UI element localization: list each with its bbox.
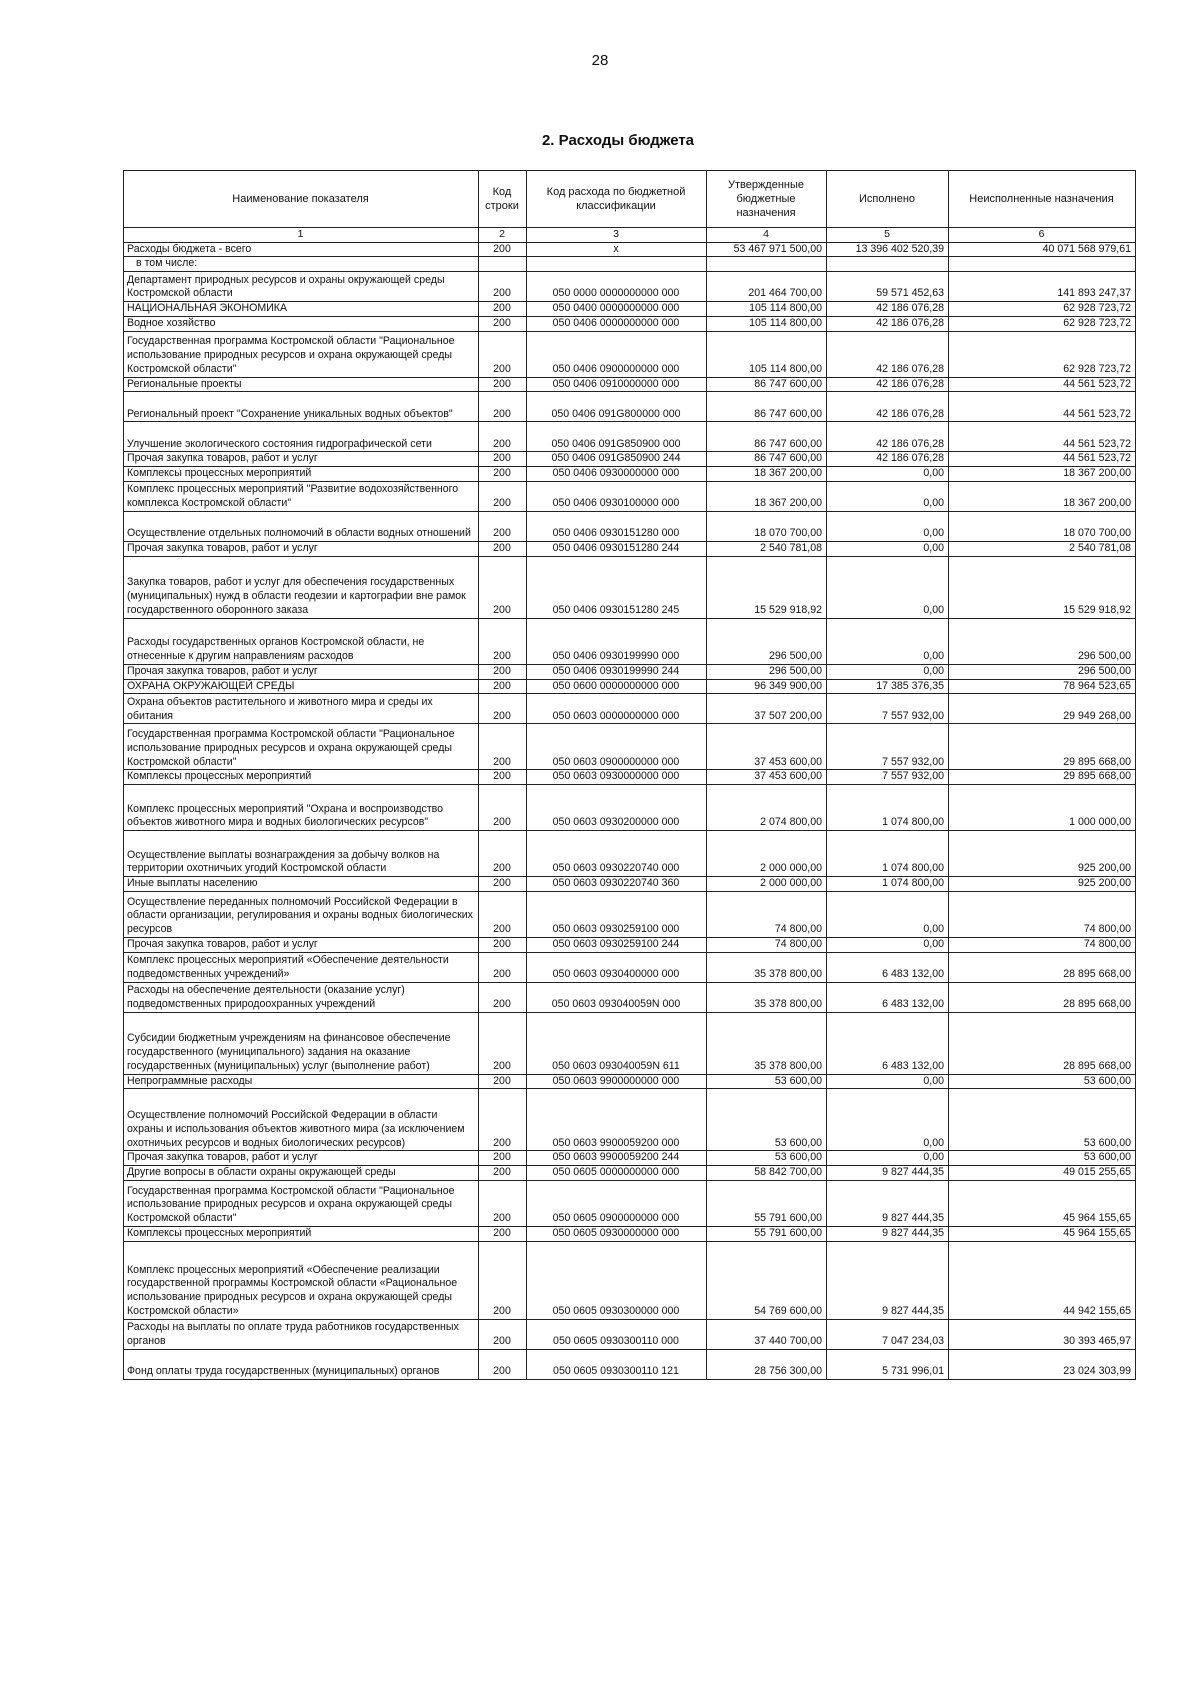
classification-code-cell: 050 0603 0930200000 000 — [527, 785, 707, 831]
classification-code-cell: 050 0603 9900000000 000 — [527, 1074, 707, 1089]
row-code-cell: 200 — [479, 891, 527, 937]
unexecuted-amount-cell: 29 895 668,00 — [949, 724, 1136, 770]
executed-amount-cell: 1 074 800,00 — [827, 785, 949, 831]
row-name-cell: Расходы бюджета - всего — [124, 242, 479, 257]
row-name-cell: Расходы на обеспечение деятельности (оказание услуг) подведомственных природоохранных учреждений — [124, 982, 479, 1012]
classification-code-cell: 050 0605 0930000000 000 — [527, 1226, 707, 1241]
approved-amount-cell: 35 378 800,00 — [707, 952, 827, 982]
table-row — [124, 392, 1136, 422]
header-cell: Код строки — [479, 171, 527, 228]
approved-amount-cell: 2 000 000,00 — [707, 877, 827, 892]
row-code-cell: 200 — [479, 982, 527, 1012]
column-number: 4 — [707, 228, 827, 243]
header-row — [124, 171, 1136, 228]
row-name-cell: Закупка товаров, работ и услуг для обеспечения государственных (муниципальных) нужд в области геодезии и картографии вне рамок государственного оборонного заказа — [124, 556, 479, 618]
row-name-cell: Улучшение экологического состояния гидрографической сети — [124, 422, 479, 452]
executed-amount-cell: 9 827 444,35 — [827, 1241, 949, 1319]
row-code-cell: 200 — [479, 664, 527, 679]
executed-amount-cell: 0,00 — [827, 542, 949, 557]
approved-amount-cell: 35 378 800,00 — [707, 982, 827, 1012]
approved-amount-cell: 53 600,00 — [707, 1089, 827, 1151]
row-name-cell: Прочая закупка товаров, работ и услуг — [124, 1151, 479, 1166]
unexecuted-amount-cell: 30 393 465,97 — [949, 1319, 1136, 1349]
unexecuted-amount-cell: 925 200,00 — [949, 831, 1136, 877]
executed-amount-cell: 7 557 932,00 — [827, 694, 949, 724]
table-row — [124, 664, 1136, 679]
table-body — [124, 242, 1136, 1379]
row-name-cell: Комплексы процессных мероприятий — [124, 770, 479, 785]
row-name-cell: Государственная программа Костромской области "Рациональное использование природных ресурсов и охрана окружающей среды Костромской области" — [124, 331, 479, 377]
executed-amount-cell: 0,00 — [827, 1089, 949, 1151]
row-code-cell: 200 — [479, 679, 527, 694]
row-code-cell: 200 — [479, 1074, 527, 1089]
column-number: 1 — [124, 228, 479, 243]
table-row — [124, 724, 1136, 770]
classification-code-cell: 050 0603 0930000000 000 — [527, 770, 707, 785]
row-name-cell: НАЦИОНАЛЬНАЯ ЭКОНОМИКА — [124, 302, 479, 317]
table-row — [124, 679, 1136, 694]
classification-code-cell: 050 0603 0900000000 000 — [527, 724, 707, 770]
unexecuted-amount-cell: 925 200,00 — [949, 877, 1136, 892]
table-row — [124, 618, 1136, 664]
executed-amount-cell: 0,00 — [827, 482, 949, 512]
classification-code-cell: 050 0406 0930100000 000 — [527, 482, 707, 512]
unexecuted-amount-cell: 53 600,00 — [949, 1089, 1136, 1151]
classification-code-cell: 050 0400 0000000000 000 — [527, 302, 707, 317]
column-number: 5 — [827, 228, 949, 243]
approved-amount-cell: 55 791 600,00 — [707, 1226, 827, 1241]
row-name-cell: Комплекс процессных мероприятий "Охрана и воспроизводство объектов животного мира и водных биологических ресурсов" — [124, 785, 479, 831]
row-code-cell: 200 — [479, 467, 527, 482]
classification-code-cell: 050 0600 0000000000 000 — [527, 679, 707, 694]
executed-amount-cell: 0,00 — [827, 1151, 949, 1166]
classification-code-cell: 050 0605 0930300000 000 — [527, 1241, 707, 1319]
classification-code-cell: 050 0406 0930151280 244 — [527, 542, 707, 557]
row-code-cell: 200 — [479, 1089, 527, 1151]
table-row — [124, 937, 1136, 952]
approved-amount-cell: 18 367 200,00 — [707, 467, 827, 482]
executed-amount-cell: 0,00 — [827, 467, 949, 482]
executed-amount-cell: 42 186 076,28 — [827, 377, 949, 392]
row-name-cell: Государственная программа Костромской области "Рациональное использование природных ресурсов и охрана окружающей среды Костромской области" — [124, 724, 479, 770]
approved-amount-cell: 296 500,00 — [707, 618, 827, 664]
classification-code-cell: 050 0406 091G850900 000 — [527, 422, 707, 452]
unexecuted-amount-cell: 40 071 568 979,61 — [949, 242, 1136, 257]
classification-code-cell: 050 0605 0000000000 000 — [527, 1166, 707, 1181]
row-code-cell: 200 — [479, 302, 527, 317]
executed-amount-cell: 0,00 — [827, 556, 949, 618]
classification-code-cell: 050 0603 0930220740 000 — [527, 831, 707, 877]
approved-amount-cell: 2 074 800,00 — [707, 785, 827, 831]
executed-amount-cell: 7 557 932,00 — [827, 724, 949, 770]
unexecuted-amount-cell: 18 070 700,00 — [949, 512, 1136, 542]
table-row — [124, 467, 1136, 482]
row-name-cell: Осуществление выплаты вознаграждения за добычу волков на территории охотничьих угодий Костромской области — [124, 831, 479, 877]
executed-amount-cell: 42 186 076,28 — [827, 392, 949, 422]
approved-amount-cell: 37 507 200,00 — [707, 694, 827, 724]
approved-amount-cell — [707, 257, 827, 272]
executed-amount-cell: 0,00 — [827, 891, 949, 937]
unexecuted-amount-cell: 53 600,00 — [949, 1151, 1136, 1166]
row-code-cell: 200 — [479, 1226, 527, 1241]
row-code-cell: 200 — [479, 316, 527, 331]
unexecuted-amount-cell: 18 367 200,00 — [949, 482, 1136, 512]
unexecuted-amount-cell: 44 561 523,72 — [949, 422, 1136, 452]
row-name-cell: Водное хозяйство — [124, 316, 479, 331]
row-code-cell: 200 — [479, 242, 527, 257]
table-row — [124, 1241, 1136, 1319]
executed-amount-cell: 7 557 932,00 — [827, 770, 949, 785]
approved-amount-cell: 15 529 918,92 — [707, 556, 827, 618]
row-name-cell: Комплексы процессных мероприятий — [124, 1226, 479, 1241]
approved-amount-cell: 37 453 600,00 — [707, 724, 827, 770]
row-code-cell: 200 — [479, 272, 527, 302]
row-code-cell: 200 — [479, 452, 527, 467]
table-row — [124, 512, 1136, 542]
approved-amount-cell: 105 114 800,00 — [707, 316, 827, 331]
row-code-cell: 200 — [479, 1241, 527, 1319]
classification-code-cell: 050 0406 0930199990 000 — [527, 618, 707, 664]
row-name-cell: Прочая закупка товаров, работ и услуг — [124, 542, 479, 557]
unexecuted-amount-cell: 44 942 155,65 — [949, 1241, 1136, 1319]
row-name-cell: Государственная программа Костромской области "Рациональное использование природных ресурсов и охрана окружающей среды Костромской области" — [124, 1180, 479, 1226]
classification-code-cell: 050 0603 0000000000 000 — [527, 694, 707, 724]
table-row — [124, 1012, 1136, 1074]
classification-code-cell: 050 0406 0930199990 244 — [527, 664, 707, 679]
row-name-cell: Расходы на выплаты по оплате труда работников государственных органов — [124, 1319, 479, 1349]
row-name-cell: Региональные проекты — [124, 377, 479, 392]
unexecuted-amount-cell: 28 895 668,00 — [949, 952, 1136, 982]
approved-amount-cell: 296 500,00 — [707, 664, 827, 679]
classification-code-cell: 050 0406 0930151280 245 — [527, 556, 707, 618]
approved-amount-cell: 58 842 700,00 — [707, 1166, 827, 1181]
classification-code-cell: 050 0603 0930259100 000 — [527, 891, 707, 937]
row-code-cell — [479, 257, 527, 272]
row-name-cell: Фонд оплаты труда государственных (муниципальных) органов — [124, 1349, 479, 1379]
row-code-cell: 200 — [479, 770, 527, 785]
row-code-cell: 200 — [479, 377, 527, 392]
row-code-cell: 200 — [479, 1349, 527, 1379]
row-code-cell: 200 — [479, 694, 527, 724]
unexecuted-amount-cell: 18 367 200,00 — [949, 467, 1136, 482]
table-row — [124, 316, 1136, 331]
table-row — [124, 1349, 1136, 1379]
classification-code-cell: 050 0603 9900059200 244 — [527, 1151, 707, 1166]
table-row — [124, 770, 1136, 785]
executed-amount-cell: 6 483 132,00 — [827, 982, 949, 1012]
row-name-cell: Непрограммные расходы — [124, 1074, 479, 1089]
classification-code-cell: 050 0603 093040059N 611 — [527, 1012, 707, 1074]
row-code-cell: 200 — [479, 1319, 527, 1349]
classification-code-cell: 050 0406 0910000000 000 — [527, 377, 707, 392]
approved-amount-cell: 86 747 600,00 — [707, 452, 827, 467]
table-row — [124, 542, 1136, 557]
row-code-cell: 200 — [479, 785, 527, 831]
approved-amount-cell: 55 791 600,00 — [707, 1180, 827, 1226]
row-code-cell: 200 — [479, 937, 527, 952]
page-number: 28 — [591, 52, 609, 69]
row-name-cell: Осуществление полномочий Российской Федерации в области охраны и использования объектов животного мира (за исключением охотничьих ресурсов и водных биологических ресурсов) — [124, 1089, 479, 1151]
table-row — [124, 377, 1136, 392]
executed-amount-cell: 7 047 234,03 — [827, 1319, 949, 1349]
unexecuted-amount-cell: 45 964 155,65 — [949, 1180, 1136, 1226]
row-name-cell: Комплекс процессных мероприятий «Обеспечение деятельности подведомственных учреждений» — [124, 952, 479, 982]
table-row — [124, 1319, 1136, 1349]
row-name-cell: Осуществление отдельных полномочий в области водных отношений — [124, 512, 479, 542]
unexecuted-amount-cell: 15 529 918,92 — [949, 556, 1136, 618]
classification-code-cell: 050 0603 0930220740 360 — [527, 877, 707, 892]
executed-amount-cell: 0,00 — [827, 618, 949, 664]
table-row — [124, 482, 1136, 512]
approved-amount-cell: 86 747 600,00 — [707, 377, 827, 392]
executed-amount-cell: 59 571 452,63 — [827, 272, 949, 302]
table-row — [124, 257, 1136, 272]
row-code-cell: 200 — [479, 482, 527, 512]
row-name-cell: в том числе: — [124, 257, 479, 272]
row-code-cell: 200 — [479, 1166, 527, 1181]
table-row — [124, 452, 1136, 467]
approved-amount-cell: 37 453 600,00 — [707, 770, 827, 785]
unexecuted-amount-cell: 44 561 523,72 — [949, 377, 1136, 392]
unexecuted-amount-cell: 44 561 523,72 — [949, 452, 1136, 467]
approved-amount-cell: 2 540 781,08 — [707, 542, 827, 557]
classification-code-cell: 050 0605 0900000000 000 — [527, 1180, 707, 1226]
executed-amount-cell: 5 731 996,01 — [827, 1349, 949, 1379]
row-code-cell: 200 — [479, 1012, 527, 1074]
approved-amount-cell: 18 070 700,00 — [707, 512, 827, 542]
unexecuted-amount-cell: 2 540 781,08 — [949, 542, 1136, 557]
executed-amount-cell: 0,00 — [827, 512, 949, 542]
table-row — [124, 302, 1136, 317]
unexecuted-amount-cell: 141 893 247,37 — [949, 272, 1136, 302]
row-name-cell: Региональный проект "Сохранение уникальных водных объектов" — [124, 392, 479, 422]
executed-amount-cell: 1 074 800,00 — [827, 877, 949, 892]
unexecuted-amount-cell: 53 600,00 — [949, 1074, 1136, 1089]
table-row — [124, 556, 1136, 618]
header-cell: Утвержденные бюджетные назначения — [707, 171, 827, 228]
executed-amount-cell: 42 186 076,28 — [827, 331, 949, 377]
table-row — [124, 1074, 1136, 1089]
table-row — [124, 1166, 1136, 1181]
row-code-cell: 200 — [479, 877, 527, 892]
table-row — [124, 785, 1136, 831]
classification-code-cell: 050 0406 0930151280 000 — [527, 512, 707, 542]
approved-amount-cell: 86 747 600,00 — [707, 392, 827, 422]
row-name-cell: Прочая закупка товаров, работ и услуг — [124, 664, 479, 679]
table-row — [124, 1089, 1136, 1151]
unexecuted-amount-cell: 296 500,00 — [949, 664, 1136, 679]
header-cell: Код расхода по бюджетной классификации — [527, 171, 707, 228]
unexecuted-amount-cell: 1 000 000,00 — [949, 785, 1136, 831]
executed-amount-cell: 6 483 132,00 — [827, 952, 949, 982]
executed-amount-cell: 42 186 076,28 — [827, 302, 949, 317]
unexecuted-amount-cell: 28 895 668,00 — [949, 982, 1136, 1012]
approved-amount-cell: 53 467 971 500,00 — [707, 242, 827, 257]
classification-code-cell: 050 0605 0930300110 000 — [527, 1319, 707, 1349]
header-cell: Неисполненные назначения — [949, 171, 1136, 228]
executed-amount-cell: 9 827 444,35 — [827, 1226, 949, 1241]
classification-code-cell: 050 0603 0930259100 244 — [527, 937, 707, 952]
executed-amount-cell: 13 396 402 520,39 — [827, 242, 949, 257]
row-code-cell: 200 — [479, 556, 527, 618]
row-code-cell: 200 — [479, 952, 527, 982]
row-name-cell: Комплексы процессных мероприятий — [124, 467, 479, 482]
unexecuted-amount-cell: 23 024 303,99 — [949, 1349, 1136, 1379]
unexecuted-amount-cell: 78 964 523,65 — [949, 679, 1136, 694]
approved-amount-cell: 96 349 900,00 — [707, 679, 827, 694]
approved-amount-cell: 37 440 700,00 — [707, 1319, 827, 1349]
table-row — [124, 422, 1136, 452]
row-name-cell: Расходы государственных органов Костромской области, не отнесенные к другим направлениям расходов — [124, 618, 479, 664]
executed-amount-cell: 17 385 376,35 — [827, 679, 949, 694]
approved-amount-cell: 74 800,00 — [707, 891, 827, 937]
column-number: 3 — [527, 228, 707, 243]
classification-code-cell: 050 0603 9900059200 000 — [527, 1089, 707, 1151]
row-code-cell: 200 — [479, 1151, 527, 1166]
executed-amount-cell: 42 186 076,28 — [827, 452, 949, 467]
table-row — [124, 1151, 1136, 1166]
approved-amount-cell: 2 000 000,00 — [707, 831, 827, 877]
unexecuted-amount-cell: 296 500,00 — [949, 618, 1136, 664]
approved-amount-cell: 86 747 600,00 — [707, 422, 827, 452]
approved-amount-cell: 53 600,00 — [707, 1074, 827, 1089]
approved-amount-cell: 35 378 800,00 — [707, 1012, 827, 1074]
unexecuted-amount-cell: 28 895 668,00 — [949, 1012, 1136, 1074]
classification-code-cell: 050 0406 0930000000 000 — [527, 467, 707, 482]
row-name-cell: Охрана объектов растительного и животного мира и среды их обитания — [124, 694, 479, 724]
approved-amount-cell: 201 464 700,00 — [707, 272, 827, 302]
classification-code-cell: 050 0406 091G850900 244 — [527, 452, 707, 467]
approved-amount-cell: 105 114 800,00 — [707, 331, 827, 377]
classification-code-cell: x — [527, 242, 707, 257]
executed-amount-cell: 0,00 — [827, 937, 949, 952]
executed-amount-cell: 0,00 — [827, 1074, 949, 1089]
table-row — [124, 982, 1136, 1012]
unexecuted-amount-cell: 62 928 723,72 — [949, 302, 1136, 317]
row-code-cell: 200 — [479, 331, 527, 377]
approved-amount-cell: 28 756 300,00 — [707, 1349, 827, 1379]
approved-amount-cell: 18 367 200,00 — [707, 482, 827, 512]
classification-code-cell: 050 0603 0930400000 000 — [527, 952, 707, 982]
row-code-cell: 200 — [479, 618, 527, 664]
table-row — [124, 891, 1136, 937]
executed-amount-cell: 9 827 444,35 — [827, 1166, 949, 1181]
column-number-row — [124, 228, 1136, 243]
executed-amount-cell: 0,00 — [827, 664, 949, 679]
classification-code-cell — [527, 257, 707, 272]
unexecuted-amount-cell: 62 928 723,72 — [949, 331, 1136, 377]
row-code-cell: 200 — [479, 724, 527, 770]
classification-code-cell: 050 0406 0000000000 000 — [527, 316, 707, 331]
table-row — [124, 331, 1136, 377]
column-number: 2 — [479, 228, 527, 243]
classification-code-cell: 050 0000 0000000000 000 — [527, 272, 707, 302]
header-cell: Наименование показателя — [124, 171, 479, 228]
classification-code-cell: 050 0406 0900000000 000 — [527, 331, 707, 377]
executed-amount-cell — [827, 257, 949, 272]
table-row — [124, 1226, 1136, 1241]
unexecuted-amount-cell: 74 800,00 — [949, 891, 1136, 937]
executed-amount-cell: 9 827 444,35 — [827, 1180, 949, 1226]
row-name-cell: Прочая закупка товаров, работ и услуг — [124, 452, 479, 467]
executed-amount-cell: 1 074 800,00 — [827, 831, 949, 877]
row-code-cell: 200 — [479, 422, 527, 452]
table-row — [124, 1180, 1136, 1226]
row-code-cell: 200 — [479, 1180, 527, 1226]
executed-amount-cell: 42 186 076,28 — [827, 422, 949, 452]
table-row — [124, 694, 1136, 724]
executed-amount-cell: 6 483 132,00 — [827, 1012, 949, 1074]
table-row — [124, 952, 1136, 982]
approved-amount-cell: 105 114 800,00 — [707, 302, 827, 317]
classification-code-cell: 050 0406 091G800000 000 — [527, 392, 707, 422]
row-name-cell: Иные выплаты населению — [124, 877, 479, 892]
unexecuted-amount-cell: 74 800,00 — [949, 937, 1136, 952]
classification-code-cell: 050 0605 0930300110 121 — [527, 1349, 707, 1379]
row-name-cell: Комплекс процессных мероприятий «Обеспечение реализации государственной программы Костромской области «Рациональное использование природных ресурсов и охрана окружающей среды Костромской области» — [124, 1241, 479, 1319]
header-cell: Исполнено — [827, 171, 949, 228]
unexecuted-amount-cell — [949, 257, 1136, 272]
unexecuted-amount-cell: 44 561 523,72 — [949, 392, 1136, 422]
unexecuted-amount-cell: 29 949 268,00 — [949, 694, 1136, 724]
table-row — [124, 272, 1136, 302]
row-code-cell: 200 — [479, 392, 527, 422]
table-row — [124, 242, 1136, 257]
unexecuted-amount-cell: 49 015 255,65 — [949, 1166, 1136, 1181]
row-code-cell: 200 — [479, 831, 527, 877]
approved-amount-cell: 74 800,00 — [707, 937, 827, 952]
budget-expenses-table — [123, 170, 1136, 1380]
unexecuted-amount-cell: 29 895 668,00 — [949, 770, 1136, 785]
executed-amount-cell: 42 186 076,28 — [827, 316, 949, 331]
row-name-cell: Департамент природных ресурсов и охраны окружающей среды Костромской области — [124, 272, 479, 302]
unexecuted-amount-cell: 62 928 723,72 — [949, 316, 1136, 331]
table-title: 2. Расходы бюджета — [541, 132, 695, 149]
table-row — [124, 877, 1136, 892]
row-name-cell: Осуществление переданных полномочий Российской Федерации в области организации, регулирования и охраны водных биологических ресурсов — [124, 891, 479, 937]
row-name-cell: Прочая закупка товаров, работ и услуг — [124, 937, 479, 952]
classification-code-cell: 050 0603 093040059N 000 — [527, 982, 707, 1012]
unexecuted-amount-cell: 45 964 155,65 — [949, 1226, 1136, 1241]
row-code-cell: 200 — [479, 512, 527, 542]
approved-amount-cell: 54 769 600,00 — [707, 1241, 827, 1319]
row-code-cell: 200 — [479, 542, 527, 557]
approved-amount-cell: 53 600,00 — [707, 1151, 827, 1166]
row-name-cell: Субсидии бюджетным учреждениям на финансовое обеспечение государственного (муниципального) задания на оказание государственных (муниципальных) услуг (выполнение работ) — [124, 1012, 479, 1074]
row-name-cell: ОХРАНА ОКРУЖАЮЩЕЙ СРЕДЫ — [124, 679, 479, 694]
table-row — [124, 831, 1136, 877]
column-number: 6 — [949, 228, 1136, 243]
row-name-cell: Другие вопросы в области охраны окружающей среды — [124, 1166, 479, 1181]
row-name-cell: Комплекс процессных мероприятий "Развитие водохозяйственного комплекса Костромской области" — [124, 482, 479, 512]
